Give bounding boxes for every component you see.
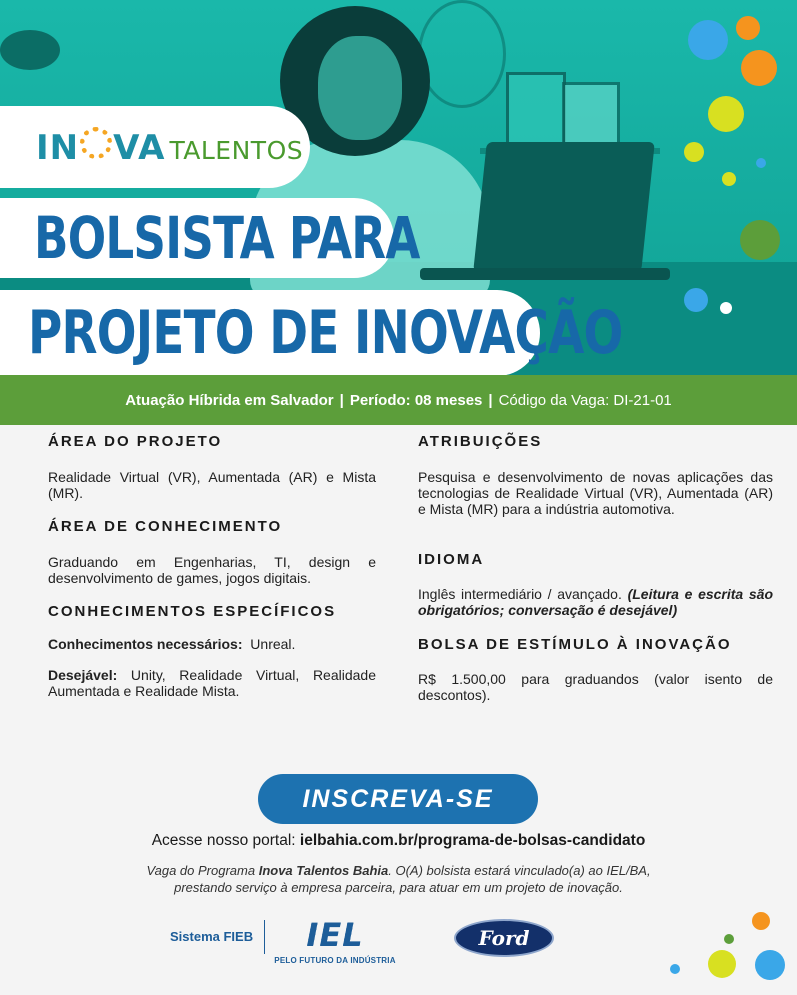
separator: |: [339, 391, 344, 409]
page-title-line2: PROJETO DE INOVAÇÃO: [0, 290, 540, 375]
decorative-dot: [684, 288, 708, 312]
hero-picture-frame: [506, 72, 566, 148]
decorative-dot: [741, 50, 777, 86]
iel-tagline: PELO FUTURO DA INDÚSTRIA: [274, 956, 396, 965]
portal-line: Acesse nosso portal: ielbahia.com.br/programa-de-bolsas-candidato: [151, 832, 646, 849]
job-code: Código da Vaga: DI-21-01: [498, 391, 672, 409]
logo-dotted-o-icon: [80, 127, 112, 159]
hero-mirror-decoration: [418, 0, 506, 108]
hero-banner: [0, 0, 797, 375]
text-idioma: Inglês intermediário / avançado. (Leitura e escrita são obrigatórios; conversação é desejável): [418, 586, 774, 618]
program-note: Vaga do Programa Inova Talentos Bahia. O(A) bolsista estará vinculado(a) ao IEL/BA, prestando serviço à empresa parceira, para atuar em um projeto de inovação.: [146, 863, 651, 895]
logo-inova-prefix: IN: [36, 127, 80, 168]
text-conhecimentos-necessarios: Conhecimentos necessários: Unreal.: [48, 636, 296, 652]
decorative-dot: [740, 220, 780, 260]
separator: |: [488, 391, 493, 409]
work-mode: Atuação Híbrida em Salvador: [125, 391, 334, 409]
decorative-dot: [720, 302, 732, 314]
hero-plant-decoration: [0, 30, 60, 70]
program-name: Inova Talentos Bahia: [258, 863, 389, 878]
heading-idioma: IDIOMA: [418, 551, 485, 568]
decorative-dot: [736, 16, 760, 40]
decorative-dot: [684, 142, 704, 162]
idioma-note: (Leitura e escrita são obrigatórios; conversação é desejável): [418, 586, 774, 618]
decorative-dot: [752, 912, 770, 930]
ford-logo: Ford: [454, 919, 554, 957]
heading-atribuicoes: ATRIBUIÇÕES: [418, 433, 543, 450]
inova-talentos-logo: [0, 106, 310, 188]
hero-person-face: [318, 36, 402, 140]
logo-talentos: TALENTOS: [169, 135, 304, 165]
sistema-fieb-logo: Sistema FIEB: [170, 929, 254, 944]
heading-conhecimentos: CONHECIMENTOS ESPECÍFICOS: [48, 603, 337, 620]
text-atribuicoes: Pesquisa e desenvolvimento de novas aplicações das tecnologias de Realidade Virtual (VR), Aumentada (AR) e Mista (MR) para a indústria automotiva.: [418, 469, 773, 517]
inscreva-se-button[interactable]: INSCREVA-SE: [258, 774, 538, 824]
logo-inova-suffix: VA: [113, 127, 166, 168]
text-area-projeto: Realidade Virtual (VR), Aumentada (AR) e Mista (MR).: [48, 469, 376, 501]
period: Período: 08 meses: [349, 391, 483, 409]
decorative-dot: [724, 934, 734, 944]
decorative-dot: [755, 950, 785, 980]
decorative-dot: [670, 964, 680, 974]
decorative-dot: [708, 950, 736, 978]
decorative-dot: [722, 172, 736, 186]
text-area-conhecimento: Graduando em Engenharias, TI, design e desenvolvimento de games, jogos digitais.: [48, 554, 376, 586]
iel-logo: IEL PELO FUTURO DA INDÚSTRIA: [270, 918, 400, 970]
portal-link[interactable]: ielbahia.com.br/programa-de-bolsas-candidato: [299, 832, 646, 849]
heading-area-conhecimento: ÁREA DE CONHECIMENTO: [48, 518, 283, 535]
text-desejavel: Desejável: Unity, Realidade Virtual, Realidade Aumentada e Realidade Mista.: [48, 667, 376, 699]
hero-laptop: [473, 142, 655, 272]
hero-laptop-base: [420, 268, 670, 280]
decorative-dot: [708, 96, 744, 132]
heading-area-projeto: ÁREA DO PROJETO: [48, 433, 223, 450]
decorative-dot: [756, 158, 766, 168]
text-bolsa: R$ 1.500,00 para graduandos (valor isento de descontos).: [418, 671, 773, 703]
job-info-bar: [0, 375, 797, 425]
footer-divider: [264, 920, 265, 954]
decorative-dot: [688, 20, 728, 60]
heading-bolsa: BOLSA DE ESTÍMULO À INOVAÇÃO: [418, 636, 732, 653]
page-title-line1: BOLSISTA PARA: [0, 198, 394, 278]
